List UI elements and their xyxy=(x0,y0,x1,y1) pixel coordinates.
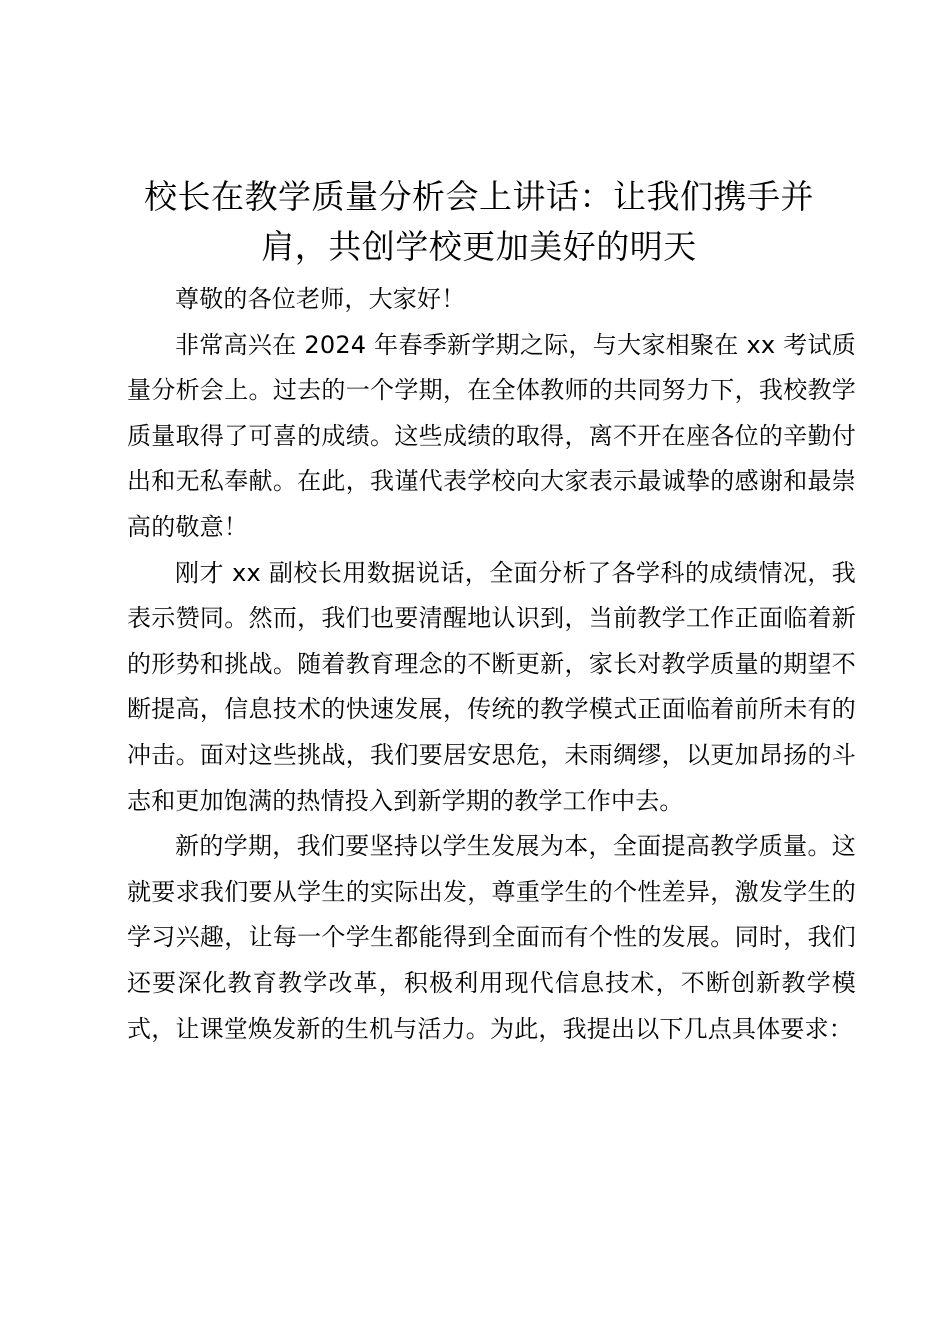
paragraph-greeting: 尊敬的各位老师，大家好！ xyxy=(175,285,466,313)
paragraph-1: 非常高兴在 2024 年春季新学期之际，与大家相聚在 xx 考试质量分析会上。过去的一个学期，在全体教师的共同努力下，我校教学质量取得了可喜的成绩。这些成绩的取得，离不开在座各位的辛勤付出和无私奉献。在此，我谨代表学校向大家表示最诚挚的感谢和最崇高的敬意！ xyxy=(127,330,856,541)
paragraph-2: 刚才 xx 副校长用数据说话，全面分析了各学科的成绩情况，我表示赞同。然而，我们也要清醒地认识到，当前教学工作正面临着新的形势和挑战。随着教育理念的不断更新，家长对教学质量的期望不断提高，信息技术的快速发展，传统的教学模式正面临着前所未有的冲击。面对这些挑战，我们要居安思危，未雨绸缪，以更加昂扬的斗志和更加饱满的热情投入到新学期的教学工作中去。 xyxy=(127,558,856,815)
document-body xyxy=(127,277,856,1052)
document-title: 校长在教学质量分析会上讲话：让我们携手并肩，共创学校更加美好的明天 xyxy=(144,177,814,266)
paragraph-3: 新的学期，我们要坚持以学生发展为本，全面提高教学质量。这就要求我们要从学生的实际出发，尊重学生的个性差异，激发学生的学习兴趣，让每一个学生都能得到全面而有个性的发展。同时，我们还要深化教育教学改革，积极利用现代信息技术，不断创新教学模式，让课堂焕发新的生机与活力。为此，我提出以下几点具体要求： xyxy=(127,832,856,1043)
